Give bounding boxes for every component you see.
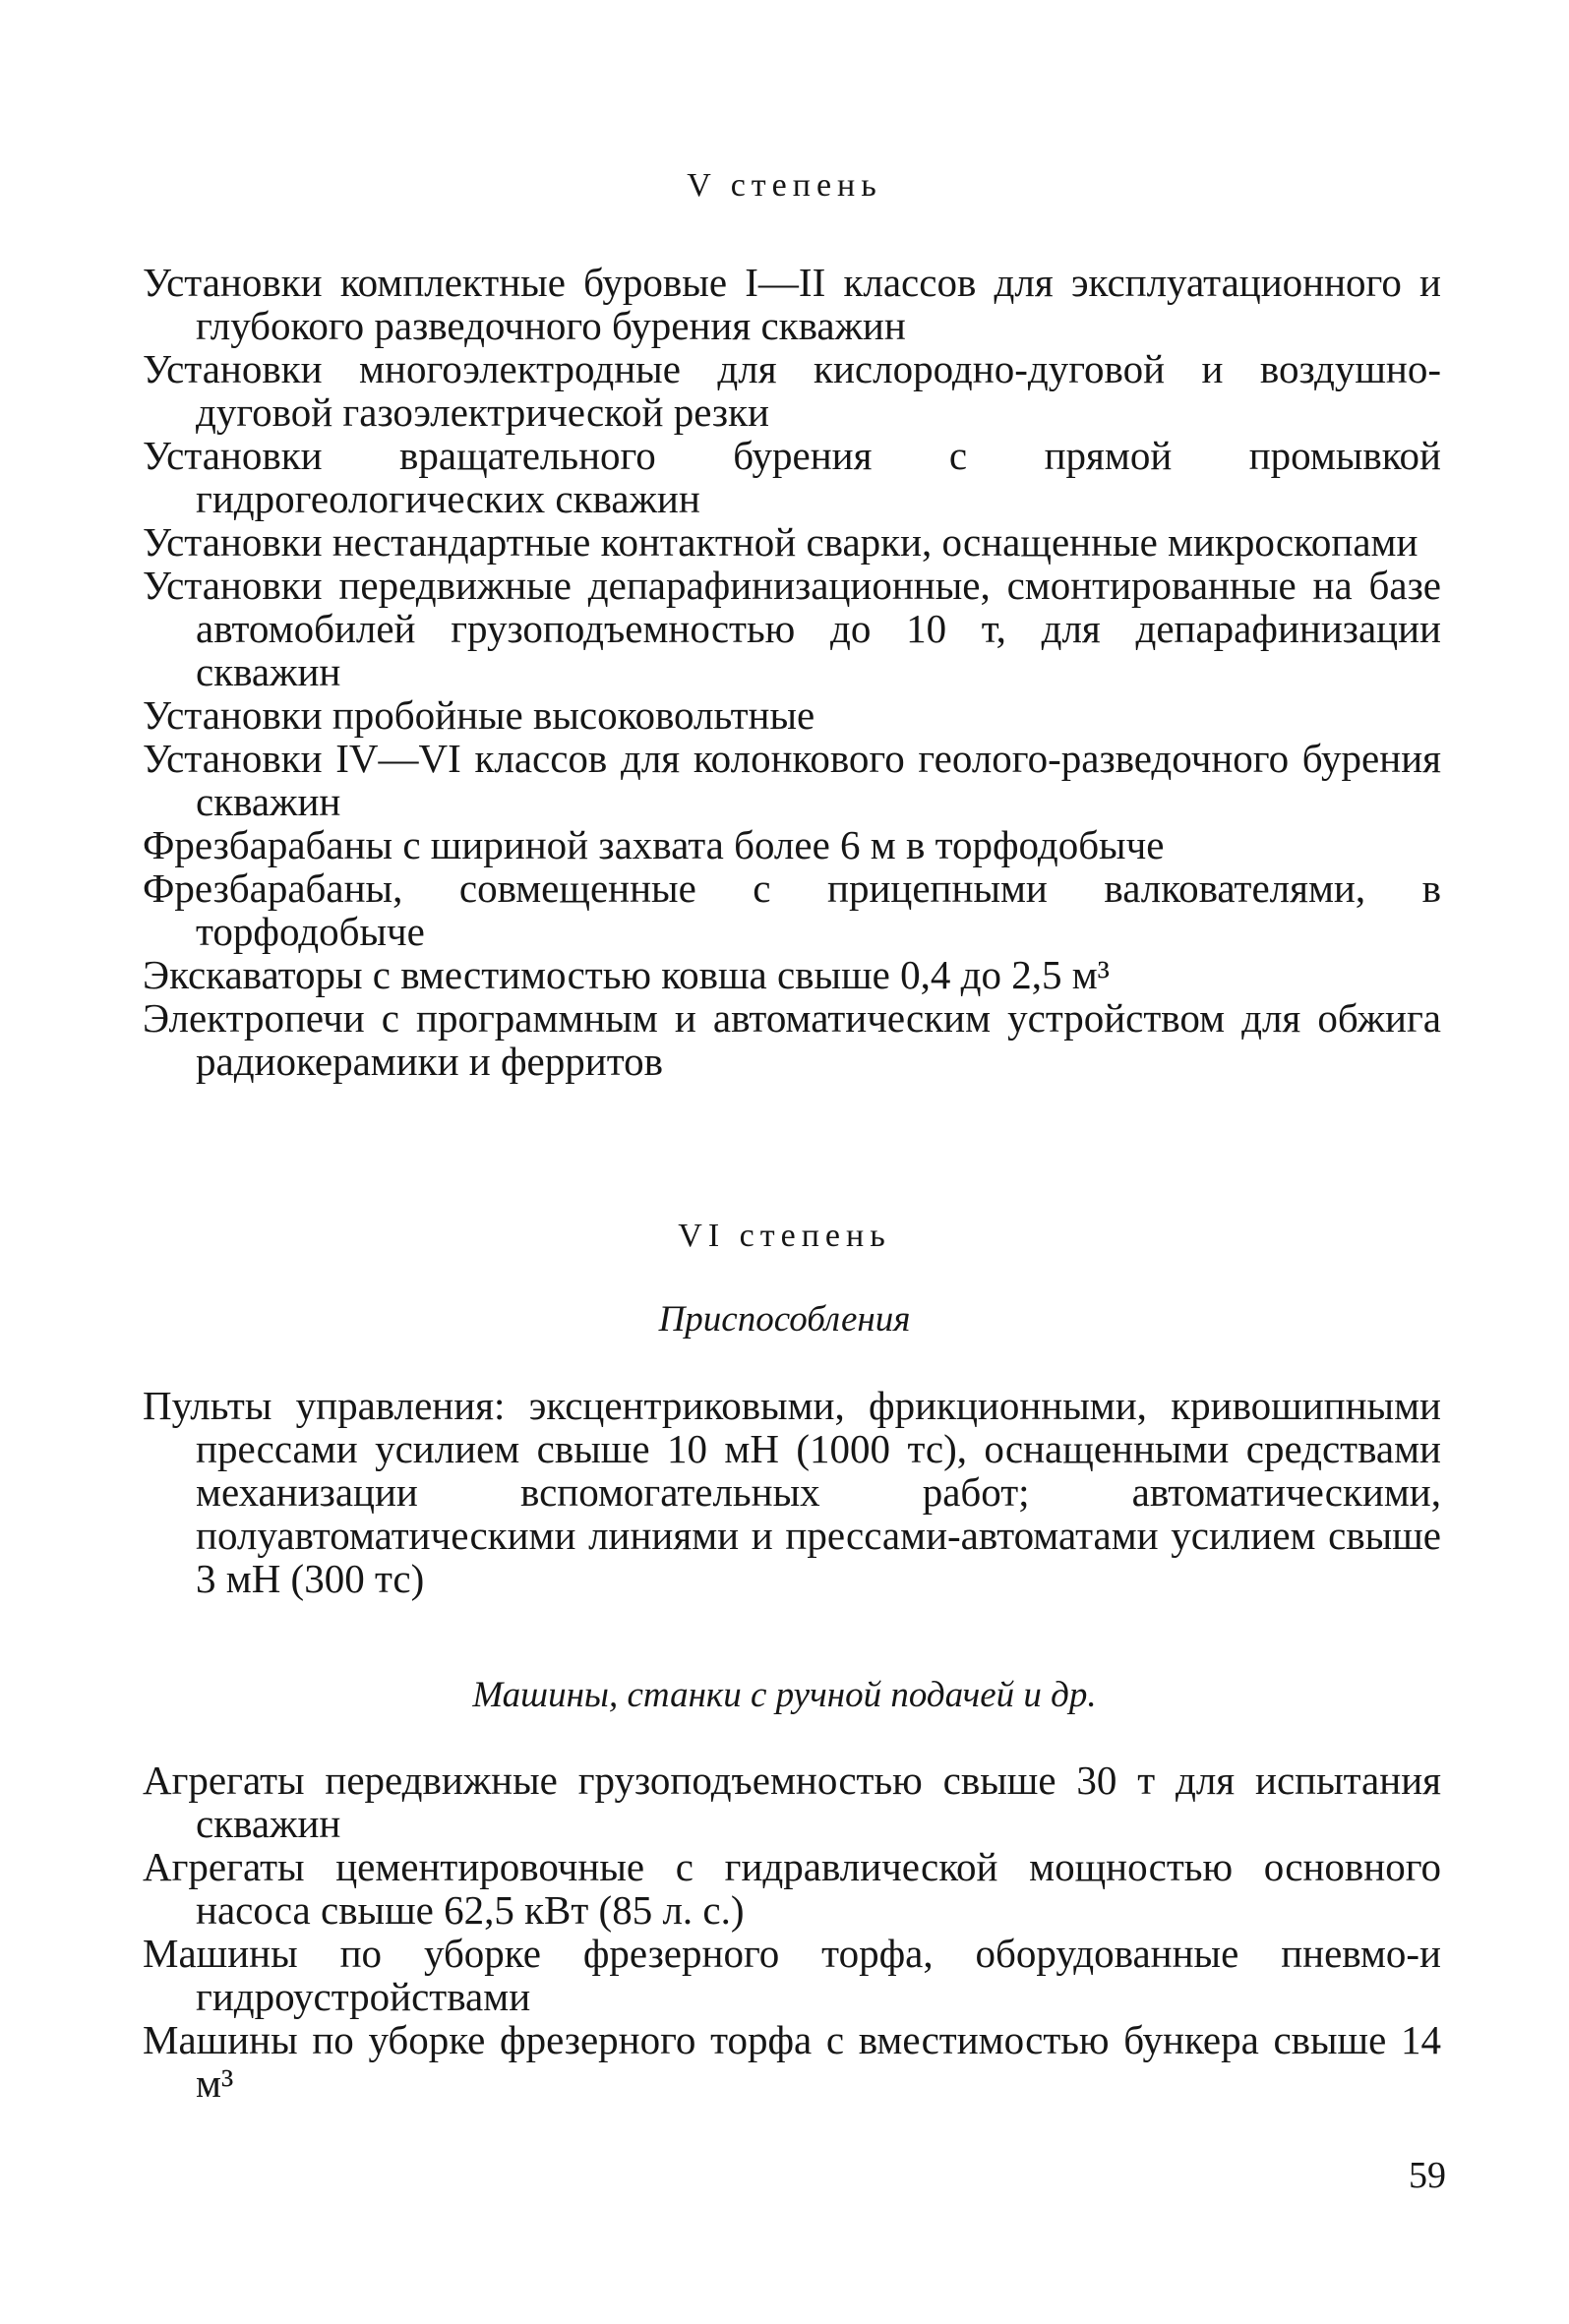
list-item: Экскаваторы с вместимостью ковша свыше 0,4 до 2,5 м³ — [143, 952, 1110, 997]
list-item: Фрезбарабаны, совмещенные с прицепными валкователями, в торфодобыче — [143, 865, 1441, 954]
list-item: Установки IV—VI классов для колонкового геолого-разведочного бурения скважин — [143, 736, 1441, 824]
subsection-title-fixtures: Приспособления — [658, 1299, 911, 1340]
section-vi-heading: VI степень — [678, 1218, 891, 1254]
list-item: Установки многоэлектродные для кислородно-дуговой и воздушно-дуговой газоэлектрической резки — [143, 346, 1441, 435]
list-item: Установки вращательного бурения с прямой промывкой гидрогеологических скважин — [143, 433, 1441, 521]
section-v-list — [143, 261, 1441, 1083]
list-item: Агрегаты передвижные грузоподъемностью свыше 30 т для испытания скважин — [143, 1758, 1441, 1846]
section-v-heading: V степень — [687, 167, 882, 204]
list-item: Фрезбарабаны с шириной захвата более 6 м в торфодобыче — [143, 822, 1165, 867]
subsection-title-machines: Машины, станки с ручной подачей и др. — [472, 1675, 1097, 1715]
list-item: Машины по уборке фрезерного торфа, оборудованные пневмо-и гидроустройствами — [143, 1931, 1441, 2019]
list-item: Установки пробойные высоковольтные — [143, 692, 815, 738]
list-item: Электропечи с программным и автоматическим устройством для обжига радиокерамики и ферритов — [143, 995, 1441, 1084]
subsection-machines-list — [143, 1758, 1441, 2105]
list-item: Установки нестандартные контактной сварки, оснащенные микроскопами — [143, 519, 1418, 565]
page-number: 59 — [1409, 2155, 1446, 2196]
list-item: Установки комплектные буровые I—II классов для эксплуатационного и глубокого разведочного бурения скважин — [143, 260, 1441, 348]
list-item: Машины по уборке фрезерного торфа с вместимостью бункера свыше 14 м³ — [143, 2017, 1441, 2106]
list-item: Пульты управления: эксцентриковыми, фрикционными, кривошипными прессами усилием свыше 10 мН (1000 тс), оснащенными средствами механизации вспомогательных работ; автоматическими, полуавтоматическими линиями и прессами-автоматами усилием свыше 3 мН (300 тс) — [143, 1383, 1441, 1601]
list-item: Установки передвижные депарафинизационные, смонтированные на базе автомобилей грузоподъемностью до 10 т, для депарафинизации скважин — [143, 563, 1441, 694]
subsection-fixtures-list — [143, 1384, 1441, 1600]
list-item: Агрегаты цементировочные с гидравлической мощностью основного насоса свыше 62,5 кВт (85 л. с.) — [143, 1844, 1441, 1933]
